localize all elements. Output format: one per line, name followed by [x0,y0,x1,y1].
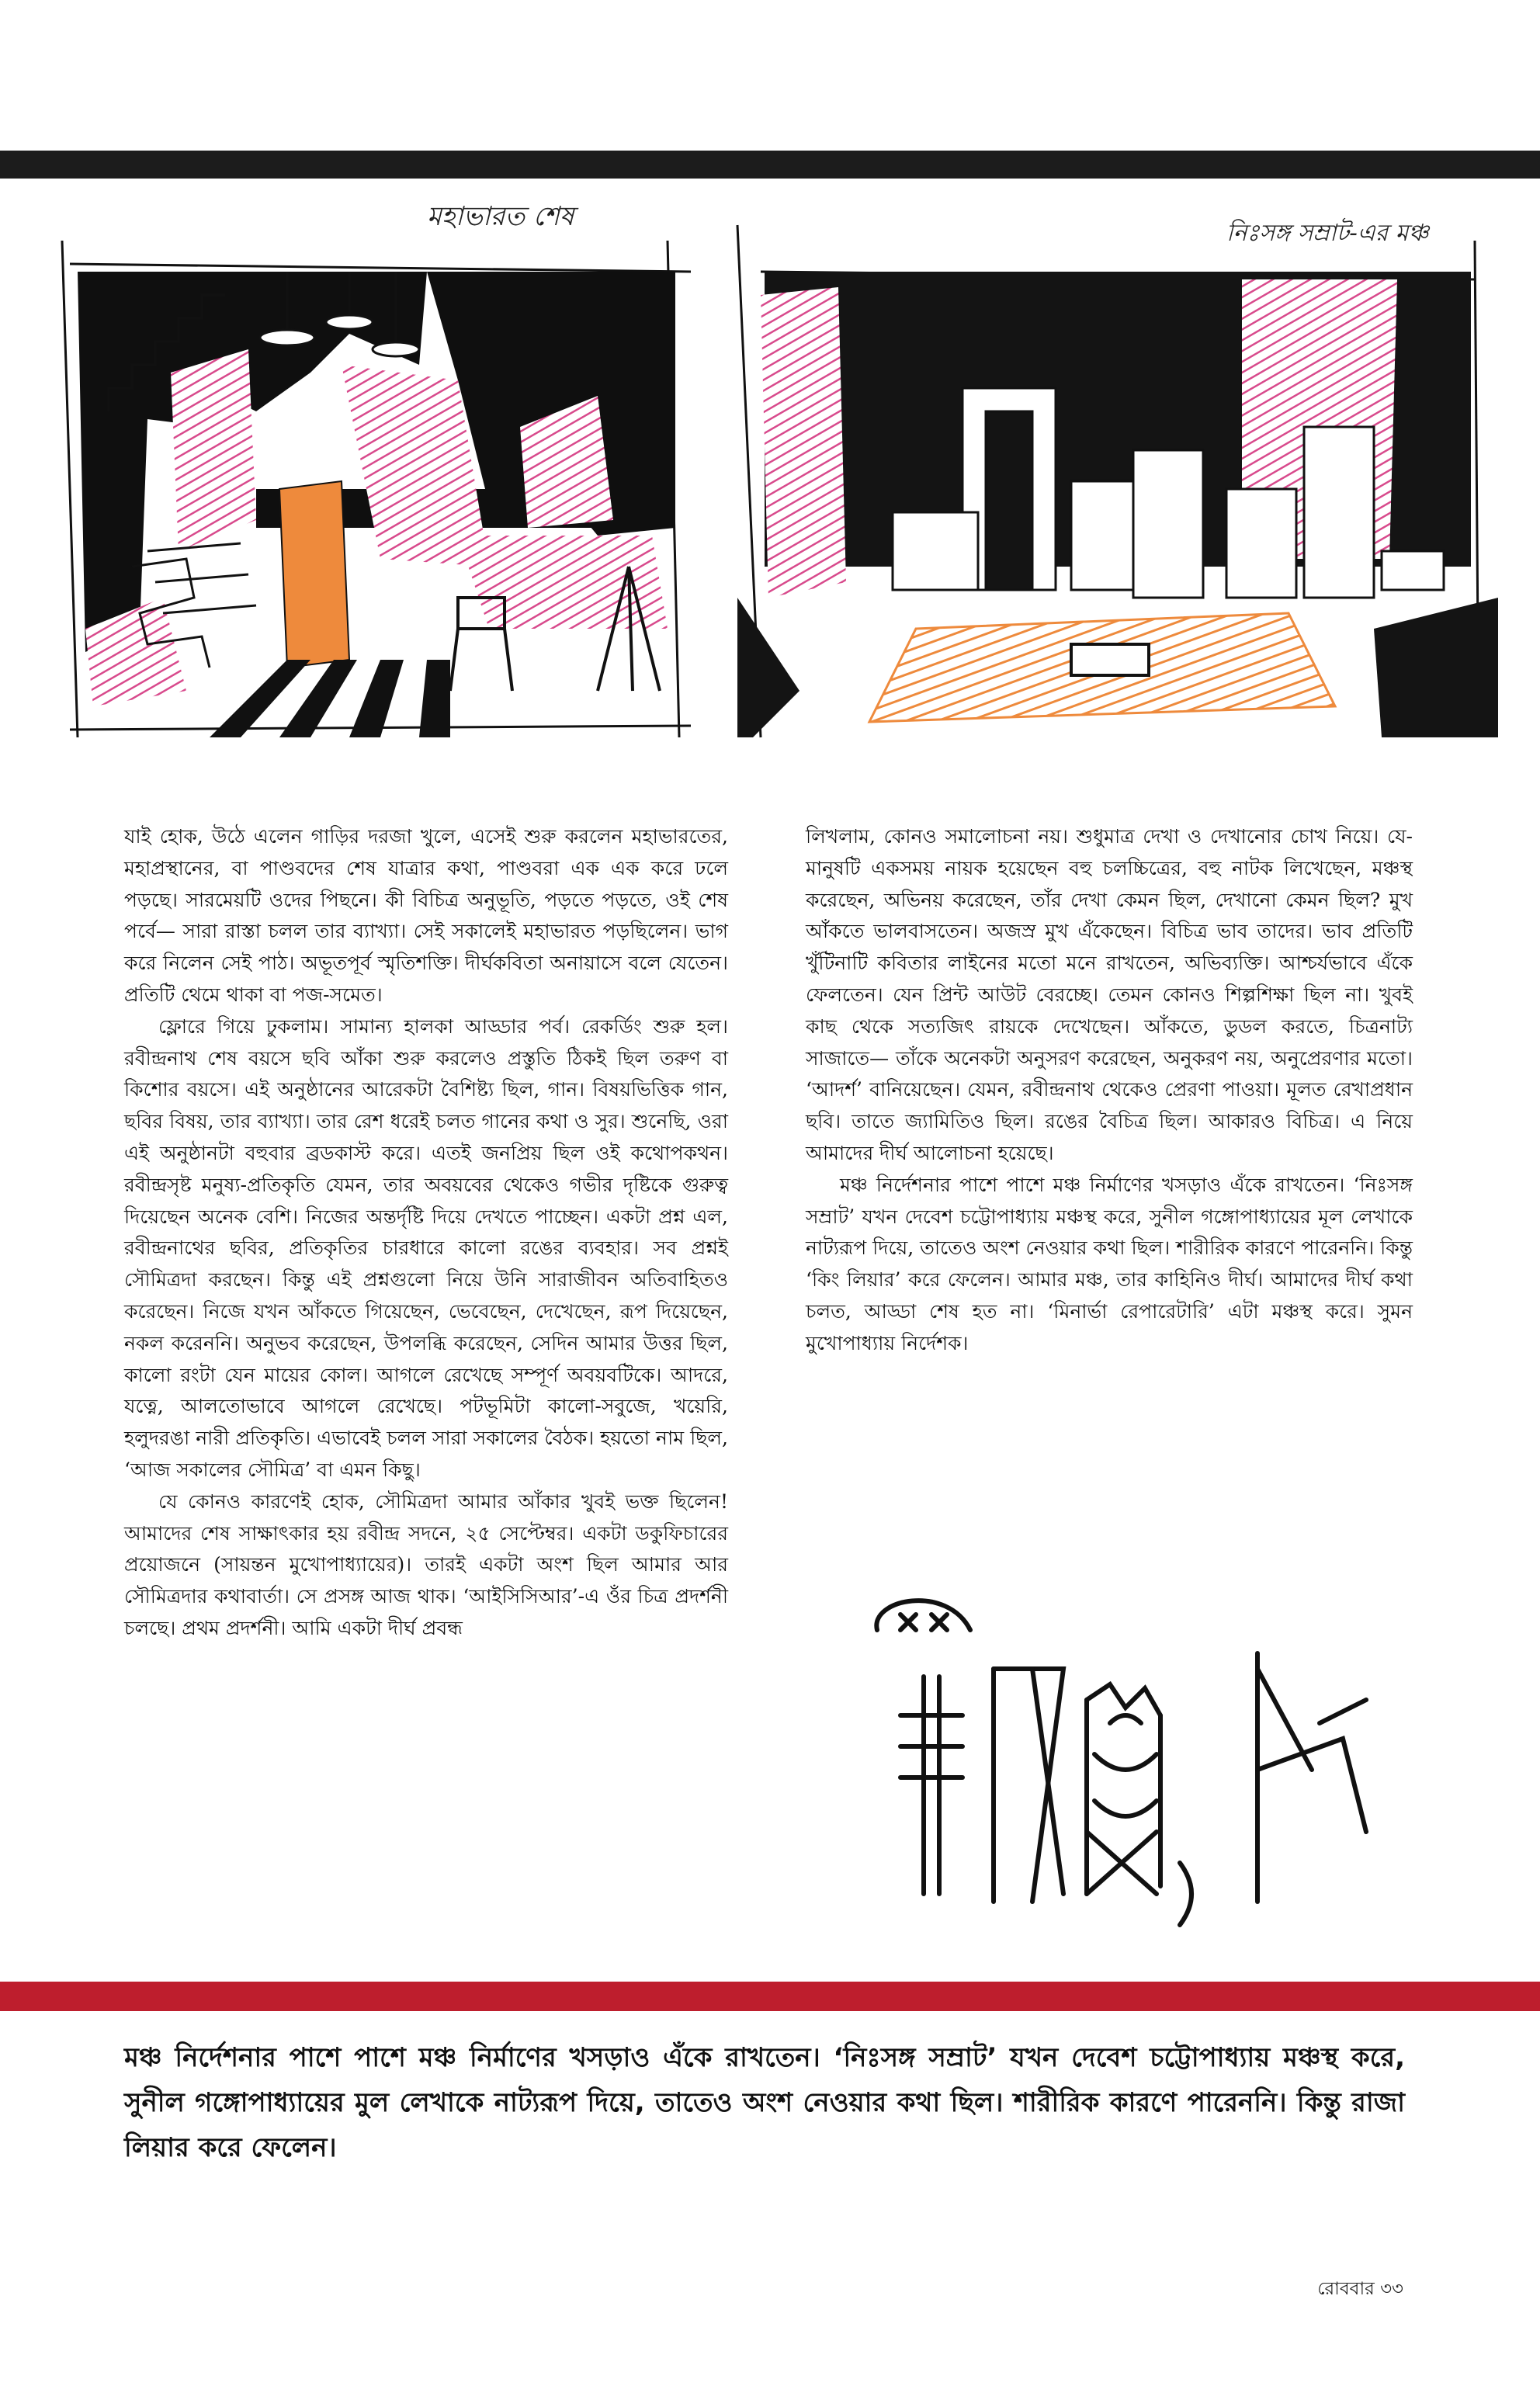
king-lear-drawing [854,1583,1413,1956]
article-column-left [124,821,728,1645]
stage-sketch-drawing [730,194,1506,761]
article-column-right [806,821,1413,1360]
article-paragraph: লিখলাম, কোনও সমালোচনা নয়। শুধুমাত্র দেখা ও দেখানোর চোখ নিয়ে। যে-মানুষটি একসময় নায়ক হয়েছেন বহু চলচ্চিত্রের, বহু নাটক লিখেছেন, মঞ্চস্থ করেছেন, অভিনয় করেছেন, তাঁর দেখা কেমন ছিল, দেখানো কেমন ছিল? মুখ আঁকতে ভালবাসতেন। অজস্র মুখ এঁকেছেন। বিচিত্র ভাব তাদের। ভাব প্রতিটি খুঁটিনাটি কবিতার লাইনের মতো মনে রাখতেন, অভিব্যক্তি। আশ্চর্যভাবে এঁকে ফেলতেন। যেন প্রিন্ট আউট বেরচ্ছে। তেমন কোনও শিল্পশিক্ষা ছিল না। খুবই কাছ থেকে সত্যজিৎ রায়কে দেখেছেন। আঁকতে, ডুডল করতে, চিত্রনাট্য সাজাতে— তাঁকে অনেকটা অনুসরণ করেছেন, অনুকরণ নয়, অনুপ্রেরণার মতো। ‘আদর্শ’ বানিয়েছেন। যেমন, রবীন্দ্রনাথ থেকেও প্রেরণা পাওয়া। মূলত রেখাপ্রধান ছবি। তাতে জ্যামিতিও ছিল। রঙের বৈচিত্র ছিল। আকারও বিচিত্র। এ নিয়ে আমাদের দীর্ঘ আলোচনা হয়েছে। [806,825,1413,1164]
sketch-caption-right: নিঃসঙ্গ সম্রাট-এর মঞ্চ [1226,220,1429,247]
king-lear-sketch [854,1583,1413,1956]
pull-quote: মঞ্চ নির্দেশনার পাশে পাশে মঞ্চ নির্মাণের খসড়াও এঁকে রাখতেন। ‘নিঃসঙ্গ সম্রাট’ যখন দেবেশ চট্টোপাধ্যায় মঞ্চস্থ করে, সুনীল গঙ্গোপাধ্যায়ের মুল লেখাকে নাট্যরূপ দিয়ে, তাতেও অংশ নেওয়ার কথা ছিল। শারীরিক কারণে পারেননি। কিন্তু রাজা লিয়ার করে ফেলেন। [124,2042,1405,2163]
page-folio: রোববার ৩৩ [1317,2279,1403,2299]
pull-quote-red-bar [0,1982,1540,2011]
article-paragraph: যে কোনও কারণেই হোক, সৌমিত্রদা আমার আঁকার খুবই ভক্ত ছিলেন! আমাদের শেষ সাক্ষাৎকার হয় রবীন্দ্র সদনে, ২৫ সেপ্টেম্বর। একটা ডকুফিচারের প্রয়োজনে (সায়ন্তন মুখোপাধ্যায়ের)। তারই একটা অংশ ছিল আমার আর সৌমিত্রদার কথাবার্তা। সে প্রসঙ্গ আজ থাক। ‘আইসিসিআর’-এ ওঁর চিত্র প্রদর্শনী চলছে। প্রথম প্রদর্শনী। আমি একটা দীর্ঘ প্রবন্ধ [124,1490,728,1639]
article-paragraph: যাই হোক, উঠে এলেন গাড়ির দরজা খুলে, এসেই শুরু করলেন মহাভারতের, মহাপ্রস্থানের, বা পাণ্ডবদের শেষ যাত্রার কথা, পাণ্ডবরা এক এক করে ঢলে পড়ছে। সারমেয়টি ওদের পিছনে। কী বিচিত্র অনুভূতি, পড়তে পড়তে, ওই শেষ পর্বে— সারা রাস্তা চলল তার ব্যাখ্যা। সেই সকালেই মহাভারত পড়ছিলেন। ভাগ করে নিলেন সেই পাঠ। অভূতপূর্ব স্মৃতিশক্তি। দীর্ঘকবিতা অনায়াসে বলে যেতেন। প্রতিটি থেমে থাকা বা পজ-সমেত। [124,825,728,1006]
top-rule-bar [0,151,1540,179]
stage-sketch-mahabharata [54,194,706,761]
article-paragraph: মঞ্চ নির্দেশনার পাশে পাশে মঞ্চ নির্মাণের খসড়াও এঁকে রাখতেন। ‘নিঃসঙ্গ সম্রাট’ যখন দেবেশ চট্টোপাধ্যায় মঞ্চস্থ করে, সুনীল গঙ্গোপাধ্যায়ের মূল লেখাকে নাট্যরূপ দিয়ে, তাতেও অংশ নেওয়ার কথা ছিল। শারীরিক কারণে পারেননি। কিন্তু ‘কিং লিয়ার’ করে ফেলেন। আমার মঞ্চ, তার কাহিনিও দীর্ঘ। আমাদের দীর্ঘ কথা চলত, আড্ডা শেষ হত না। ‘মিনার্ভা রেপারেটারি’ এটা মঞ্চস্থ করে। সুমন মুখোপাধ্যায় নির্দেশক। [806,1173,1413,1354]
stage-sketch-nisanga-samrat [730,194,1506,761]
sketch-caption-left: মহাভারত শেষ [427,201,574,232]
stage-sketch-drawing [54,194,706,761]
article-paragraph: ফ্লোরে গিয়ে ঢুকলাম। সামান্য হালকা আড্ডার পর্ব। রেকর্ডিং শুরু হল। রবীন্দ্রনাথ শেষ বয়সে ছবি আঁকা শুরু করলেও প্রস্তুতি ঠিকই ছিল তরুণ বা কিশোর বয়সে। এই অনুষ্ঠানের আরেকটা বৈশিষ্ট্য ছিল, গান। বিষয়ভিত্তিক গান, ছবির বিষয়, তার ব্যাখ্যা। তার রেশ ধরেই চলত গানের কথা ও সুর। শুনেছি, ওরা এই অনুষ্ঠানটা বহুবার ব্রডকাস্ট করে। এতই জনপ্রিয় ছিল ওই কথোপকথন। রবীন্দ্রসৃষ্ট মনুষ্য-প্রতিকৃতি যেমন, তার অবয়বের থেকেও গভীর দৃষ্টিকে গুরুত্ব দিয়েছেন অনেক বেশি। নিজের অন্তর্দৃষ্টি দিয়ে দেখতে পাচ্ছেন। একটা প্রশ্ন এল, রবীন্দ্রনাথের ছবির, প্রতিকৃতির চারধারে কালো রঙের ব্যবহার। সব প্রশ্নই সৌমিত্রদা করছেন। কিন্তু এই প্রশ্নগুলো নিয়ে উনি সারাজীবন অতিবাহিতও করেছেন। নিজে যখন আঁকতে গিয়েছেন, ভেবেছেন, দেখেছেন, রূপ দিয়েছেন, নকল করেননি। অনুভব করেছেন, উপলব্ধি করেছেন, সেদিন আমার উত্তর ছিল, কালো রংটা যেন মায়ের কোল। আগলে রেখেছে সম্পূর্ণ অবয়বটিকে। আদরে, যত্নে, আলতোভাবে আগলে রেখেছে। পটভূমিটা কালো-সবুজে, খয়েরি, হলুদরঙা নারী প্রতিকৃতি। এভাবেই চলল সারা সকালের বৈঠক। হয়তো নাম ছিল, ‘আজ সকালের সৌমিত্র’ বা এমন কিছু। [124,1014,728,1481]
